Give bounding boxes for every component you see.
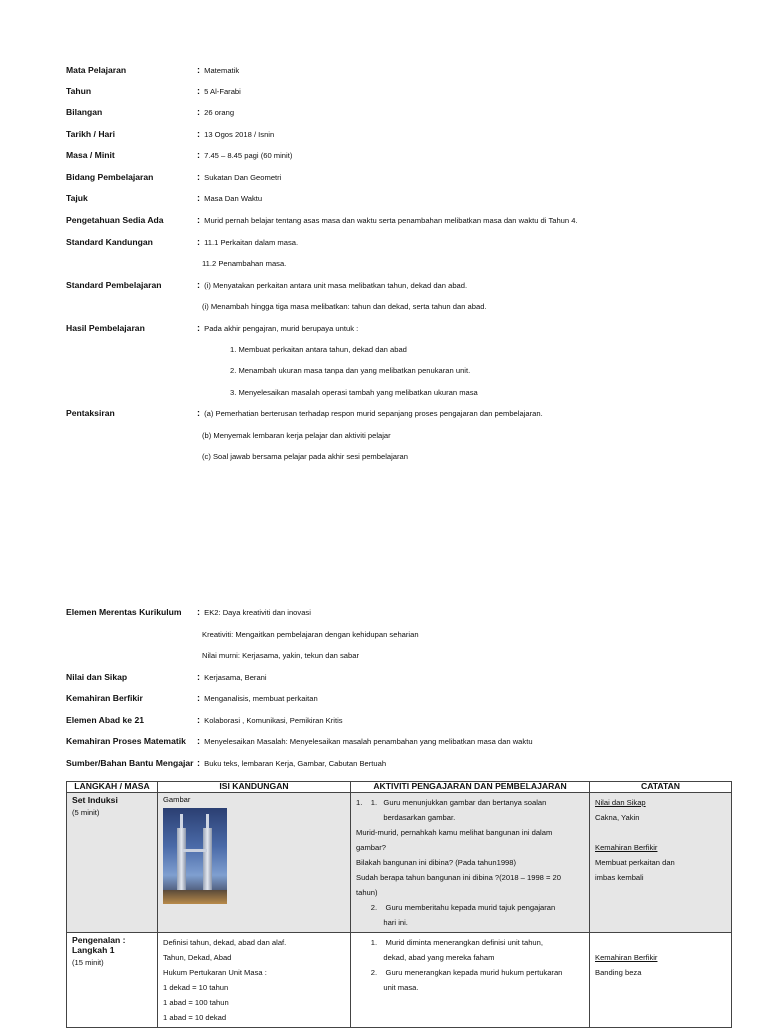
- standard-kandungan-extra: 11.2 Penambahan masa.: [202, 259, 287, 268]
- content-line: 1 abad = 10 dekad: [163, 1013, 227, 1022]
- table-header-row: [67, 782, 732, 793]
- step-cell: [67, 933, 158, 1028]
- activity-cell: [351, 933, 590, 1028]
- activity-cell: [351, 793, 590, 933]
- standard-pembelajaran-extra: (i) Menambah hingga tiga masa melibatkan: tahun dan dekad, serta tahun dan abad.: [202, 302, 487, 311]
- field-label: Elemen Merentas Kurikulum: [66, 607, 182, 617]
- content-line: 1 dekad = 10 tahun: [163, 983, 229, 992]
- activity-line: berdasarkan gambar.: [356, 813, 456, 822]
- field-label: Standard Pembelajaran: [66, 280, 162, 290]
- field-kemahiran-proses-matematik: Kemahiran Proses Matematik : Menyelesaikan Masalah: Menyelesaikan masalah penambahan yang melibatkan masa dan waktu: [66, 736, 533, 746]
- field-label: Sumber/Bahan Bantu Mengajar: [66, 758, 194, 768]
- field-value: 11.1 Perkaitan dalam masa.: [204, 238, 299, 247]
- skybridge: [183, 849, 207, 852]
- twin-towers-photo: [163, 808, 227, 904]
- field-label: Bilangan: [66, 107, 103, 117]
- content-line: Hukum Pertukaran Unit Masa :: [163, 968, 267, 977]
- field-value: (i) Menyatakan perkaitan antara unit masa melibatkan tahun, dekad dan abad.: [204, 281, 468, 290]
- field-label: Kemahiran Berfikir: [66, 693, 143, 703]
- field-tajuk: Tajuk : Masa Dan Waktu: [66, 193, 263, 203]
- field-value: 7.45 – 8.45 pagi (60 minit): [204, 151, 293, 160]
- step-time: (5 minit): [72, 808, 100, 817]
- step-title-2: Langkah 1: [72, 945, 115, 955]
- pentaksiran-item: (c) Soal jawab bersama pelajar pada akhir sesi pembelajaran: [202, 452, 408, 461]
- field-label: Tajuk: [66, 193, 88, 203]
- field-value: Menganalisis, membuat perkaitan: [204, 694, 318, 703]
- field-value: Pada akhir pengajran, murid berupaya untuk :: [204, 324, 359, 333]
- field-tahun: Tahun : 5 Al-Farabi: [66, 86, 241, 96]
- hasil-item: 2. Menambah ukuran masa tanpa dan yang melibatkan penukaran unit.: [230, 366, 471, 375]
- field-standard-pembelajaran: Standard Pembelajaran : (i) Menyatakan perkaitan antara unit masa melibatkan tahun, dekad dan abad.: [66, 280, 468, 290]
- hasil-item: 1. Membuat perkaitan antara tahun, dekad dan abad: [230, 345, 407, 354]
- field-sumber-bahan: Sumber/Bahan Bantu Mengajar : Buku teks, lembaran Kerja, Gambar, Cabutan Bertuah: [66, 758, 387, 768]
- activity-line: 2. Guru memberitahu kepada murid tajuk pengajaran: [356, 903, 556, 912]
- tower-left: [177, 828, 186, 894]
- field-value: 26 orang: [204, 108, 235, 117]
- notes-heading: Kemahiran Berfikir: [595, 843, 658, 852]
- field-label: Masa / Minit: [66, 150, 115, 160]
- content-cell: [158, 933, 351, 1028]
- tower-right: [203, 828, 212, 894]
- field-kemahiran-berfikir: Kemahiran Berfikir : Menganalisis, membuat perkaitan: [66, 693, 318, 703]
- content-line: Tahun, Dekad, Abad: [163, 953, 232, 962]
- activity-line: gambar?: [356, 843, 386, 852]
- field-value: Sukatan Dan Geometri: [204, 173, 282, 182]
- field-nilai-dan-sikap: Nilai dan Sikap : Kerjasama, Berani: [66, 672, 267, 682]
- notes-text: imbas kembali: [595, 873, 644, 882]
- field-label: Bidang Pembelajaran: [66, 172, 154, 182]
- hasil-item: 3. Menyelesaikan masalah operasi tambah yang melibatkan ukuran masa: [230, 388, 478, 397]
- activity-line: 1. 1. Guru menunjukkan gambar dan bertanya soalan: [356, 798, 547, 807]
- header-catatan: CATATAN: [590, 782, 732, 793]
- field-label: Mata Pelajaran: [66, 65, 127, 75]
- notes-text: Cakna, Yakin: [595, 813, 640, 822]
- activity-line: hari ini.: [356, 918, 408, 927]
- field-value: 13 Ogos 2018 / Isnin: [204, 130, 275, 139]
- field-label: Kemahiran Proses Matematik: [66, 736, 186, 746]
- activity-line: dekad, abad yang mereka faham: [356, 953, 495, 962]
- step-time: (15 minit): [72, 958, 104, 967]
- notes-cell: [590, 933, 732, 1028]
- step-title: Set Induksi: [72, 795, 118, 805]
- field-value: 5 Al-Farabi: [204, 87, 241, 96]
- lesson-plan-table: [66, 781, 732, 1028]
- activity-line: Murid-murid, pernahkah kamu melihat bangunan ini dalam: [356, 828, 553, 837]
- notes-heading: Nilai dan Sikap: [595, 798, 646, 807]
- field-label: Hasil Pembelajaran: [66, 323, 145, 333]
- activity-line: Bilakah bangunan ini dibina? (Pada tahun1998): [356, 858, 517, 867]
- table-row: [67, 933, 732, 1028]
- notes-cell: [590, 793, 732, 933]
- field-elemen-abad-ke-21: Elemen Abad ke 21 : Kolaborasi , Komunikasi, Pemikiran Kritis: [66, 715, 343, 725]
- activity-line: tahun): [356, 888, 378, 897]
- emk-item: Nilai murni: Kerjasama, yakin, tekun dan sabar: [202, 651, 360, 660]
- header-langkah-masa: LANGKAH / MASA: [67, 782, 158, 793]
- field-label: Tahun: [66, 86, 92, 96]
- field-value: Matematik: [204, 66, 240, 75]
- field-value: Kerjasama, Berani: [204, 673, 267, 682]
- field-bidang-pembelajaran: Bidang Pembelajaran : Sukatan Dan Geometri: [66, 172, 282, 182]
- field-pengetahuan-sedia-ada: Pengetahuan Sedia Ada : Murid pernah belajar tentang asas masa dan waktu serta penambahan melibatkan masa dan waktu di Tahun 4.: [66, 215, 578, 225]
- content-line: Definisi tahun, dekad, abad dan alaf.: [163, 938, 287, 947]
- field-label: Elemen Abad ke 21: [66, 715, 145, 725]
- field-value: Kolaborasi , Komunikasi, Pemikiran Kritis: [204, 716, 343, 725]
- activity-line: unit masa.: [356, 983, 419, 992]
- content-line: 1 abad = 100 tahun: [163, 998, 229, 1007]
- field-value: Masa Dan Waktu: [204, 194, 263, 203]
- field-value: EK2: Daya kreativiti dan inovasi: [204, 608, 311, 617]
- pentaksiran-item: (b) Menyemak lembaran kerja pelajar dan aktiviti pelajar: [202, 431, 391, 440]
- field-elemen-merentas-kurikulum: Elemen Merentas Kurikulum : EK2: Daya kreativiti dan inovasi: [66, 607, 311, 617]
- activity-line: 1. Murid diminta menerangkan definisi unit tahun,: [356, 938, 543, 947]
- content-cell: [158, 793, 351, 933]
- field-value: Murid pernah belajar tentang asas masa dan waktu serta penambahan melibatkan masa dan waktu di Tahun 4.: [204, 216, 578, 225]
- field-tarikh-hari: Tarikh / Hari : 13 Ogos 2018 / Isnin: [66, 129, 275, 139]
- notes-text: Membuat perkaitan dan: [595, 858, 675, 867]
- notes-heading: Kemahiran Berfikir: [595, 953, 658, 962]
- notes-text: Banding beza: [595, 968, 642, 977]
- ground: [163, 890, 227, 904]
- field-masa-minit: Masa / Minit : 7.45 – 8.45 pagi (60 minit): [66, 150, 293, 160]
- field-label: Pentaksiran: [66, 408, 115, 418]
- field-mata-pelajaran: Mata Pelajaran : Matematik: [66, 65, 240, 75]
- activity-line: 2. Guru menerangkan kepada murid hukum pertukaran: [356, 968, 563, 977]
- field-value: Menyelesaikan Masalah: Menyelesaikan masalah penambahan yang melibatkan masa dan waktu: [204, 737, 533, 746]
- field-label: Standard Kandungan: [66, 237, 153, 247]
- emk-item: Kreativiti: Mengaitkan pembelajaran dengan kehidupan seharian: [202, 630, 419, 639]
- field-label: Tarikh / Hari: [66, 129, 116, 139]
- step-title: Pengenalan :: [72, 935, 126, 945]
- field-bilangan: Bilangan : 26 orang: [66, 107, 235, 117]
- header-isi-kandungan: ISI KANDUNGAN: [158, 782, 351, 793]
- step-cell: [67, 793, 158, 933]
- field-label: Pengetahuan Sedia Ada: [66, 215, 164, 225]
- field-standard-kandungan: Standard Kandungan : 11.1 Perkaitan dalam masa.: [66, 237, 299, 247]
- activity-line: Sudah berapa tahun bangunan ini dibina ?(2018 – 1998 = 20: [356, 873, 561, 882]
- content-line: Gambar: [163, 795, 191, 804]
- table-row: [67, 793, 732, 933]
- field-label: Nilai dan Sikap: [66, 672, 128, 682]
- header-aktiviti: AKTIVITI PENGAJARAN DAN PEMBELAJARAN: [351, 782, 590, 793]
- field-value: (a) Pemerhatian berterusan terhadap respon murid sepanjang proses pengajaran dan pembelajaran.: [204, 409, 543, 418]
- field-value: Buku teks, lembaran Kerja, Gambar, Cabutan Bertuah: [204, 759, 387, 768]
- field-pentaksiran: Pentaksiran : (a) Pemerhatian berterusan terhadap respon murid sepanjang proses pengajaran dan pembelajaran.: [66, 408, 543, 418]
- field-hasil-pembelajaran: Hasil Pembelajaran : Pada akhir pengajran, murid berupaya untuk :: [66, 323, 359, 333]
